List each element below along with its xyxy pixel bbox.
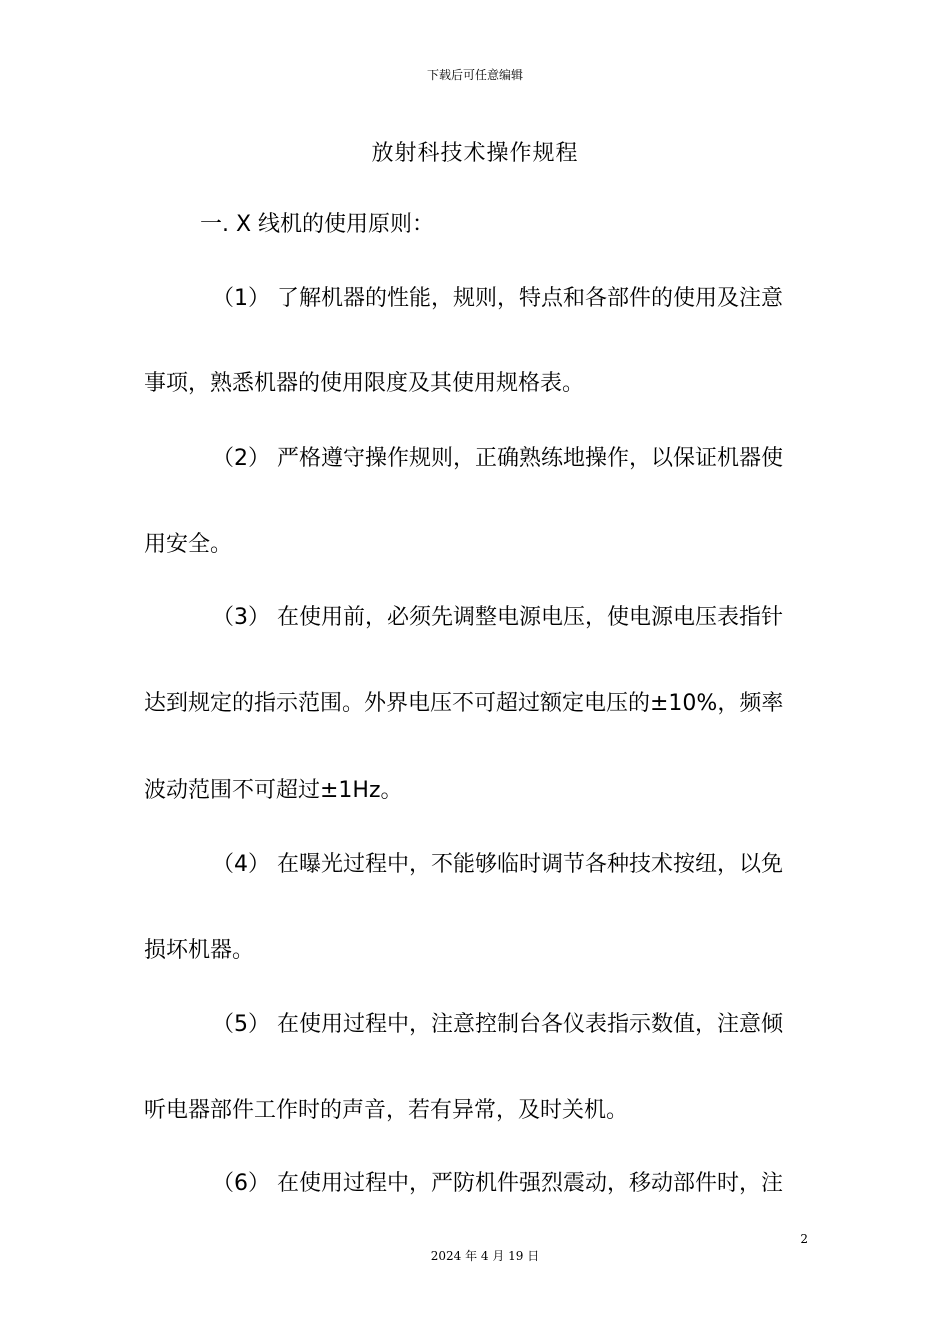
paragraph-line: 听电器部件工作时的声音，若有异常，及时关机。 (144, 1098, 629, 1123)
document-title: 放射科技术操作规程 (371, 141, 579, 166)
page-header: 下载后可任意编辑 (426, 68, 523, 82)
section-heading: 一. X 线机的使用原则： (200, 212, 435, 237)
paragraph-line: 用安全。 (144, 532, 233, 557)
footer-date: 2024 年 4 月 19 日 (430, 1249, 540, 1263)
paragraph-line: 达到规定的指示范围。外界电压不可超过额定电压的±10%，频率 (144, 691, 784, 716)
paragraph-line: （5） 在使用过程中，注意控制台各仪表指示数值，注意倾 (212, 1012, 783, 1037)
paragraph-line: （1） 了解机器的性能，规则，特点和各部件的使用及注意 (212, 286, 783, 311)
paragraph-line: 事项，熟悉机器的使用限度及其使用规格表。 (144, 371, 585, 396)
paragraph-line: （4） 在曝光过程中，不能够临时调节各种技术按纽，以免 (212, 852, 783, 877)
paragraph-line: （2） 严格遵守操作规则，正确熟练地操作，以保证机器使 (212, 446, 783, 471)
paragraph-line: 损坏机器。 (144, 938, 255, 963)
paragraph-line: 波动范围不可超过±1Hz。 (144, 778, 403, 803)
paragraph-line: （3） 在使用前，必须先调整电源电压，使电源电压表指针 (212, 605, 783, 630)
paragraph-line: （6） 在使用过程中，严防机件强烈震动，移动部件时，注 (212, 1171, 783, 1196)
page-number: 2 (800, 1232, 808, 1246)
